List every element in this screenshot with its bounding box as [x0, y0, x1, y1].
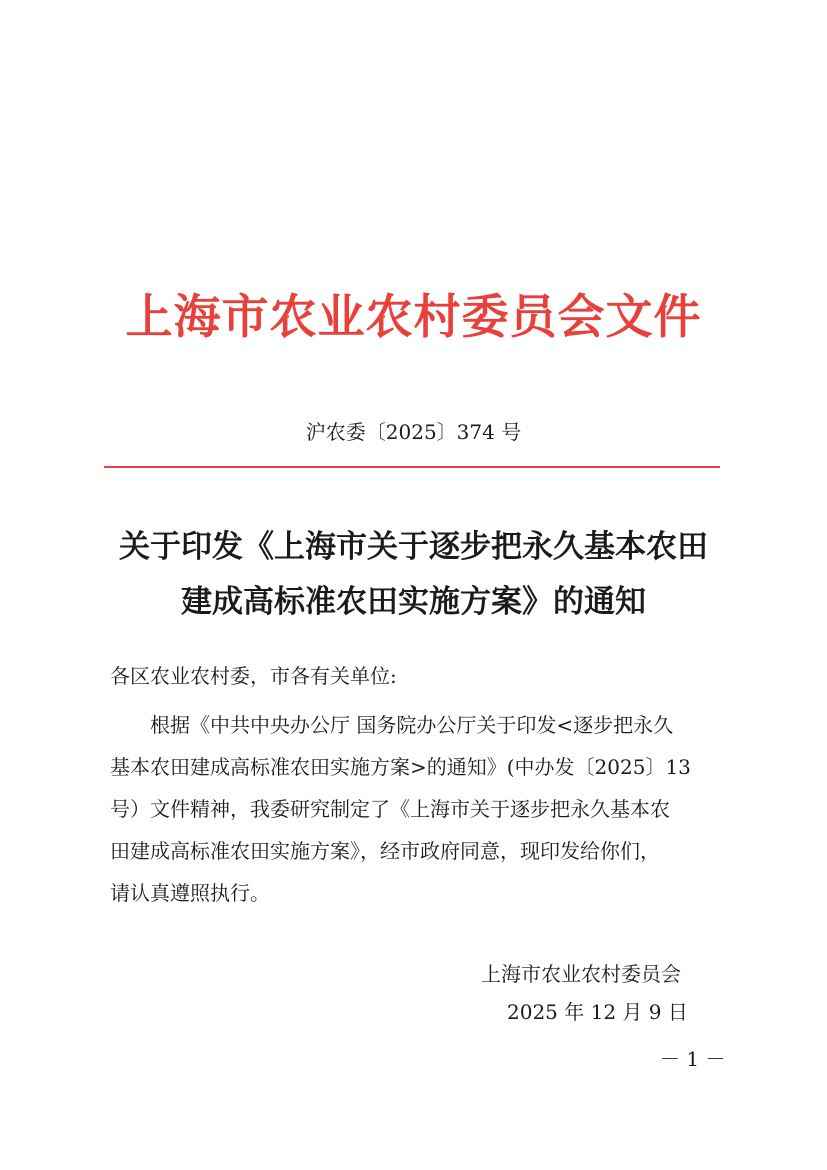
notice-title-line-1: 关于印发《上海市关于逐步把永久基本农田: [119, 529, 708, 565]
masthead-title: 上海市农业农村委员会文件: [125, 290, 702, 345]
body-paragraph: [110, 704, 730, 914]
salutation: 各区农业农村委，市各有关单位:: [110, 664, 397, 688]
document-number: 沪农委〔2025〕374 号: [305, 420, 522, 444]
body-line-5: 请认真遵照执行。: [110, 881, 270, 905]
issuer-name: 上海市农业农村委员会: [481, 962, 681, 986]
notice-title-line-2: 建成高标准农田实施方案》的通知: [181, 584, 646, 620]
body-line-4: 田建成高标准农田实施方案》，经市政府同意，现印发给你们，: [110, 839, 660, 863]
signoff-block: [481, 955, 688, 1031]
body-line-1: 根据《中共中央办公厅 国务院办公厅关于印发<逐步把永久: [150, 713, 674, 737]
body-line-2: 基本农田建成高标准农田实施方案>的通知》(中办发〔2025〕13: [110, 755, 691, 779]
red-divider-line: [104, 466, 720, 468]
body-line-3: 号）文件精神，我委研究制定了《上海市关于逐步把永久基本农: [110, 797, 670, 821]
issue-date: 2025 年 12 月 9 日: [507, 1000, 688, 1024]
notice-title: [0, 520, 827, 630]
page-number: － 1 －: [660, 1047, 726, 1071]
